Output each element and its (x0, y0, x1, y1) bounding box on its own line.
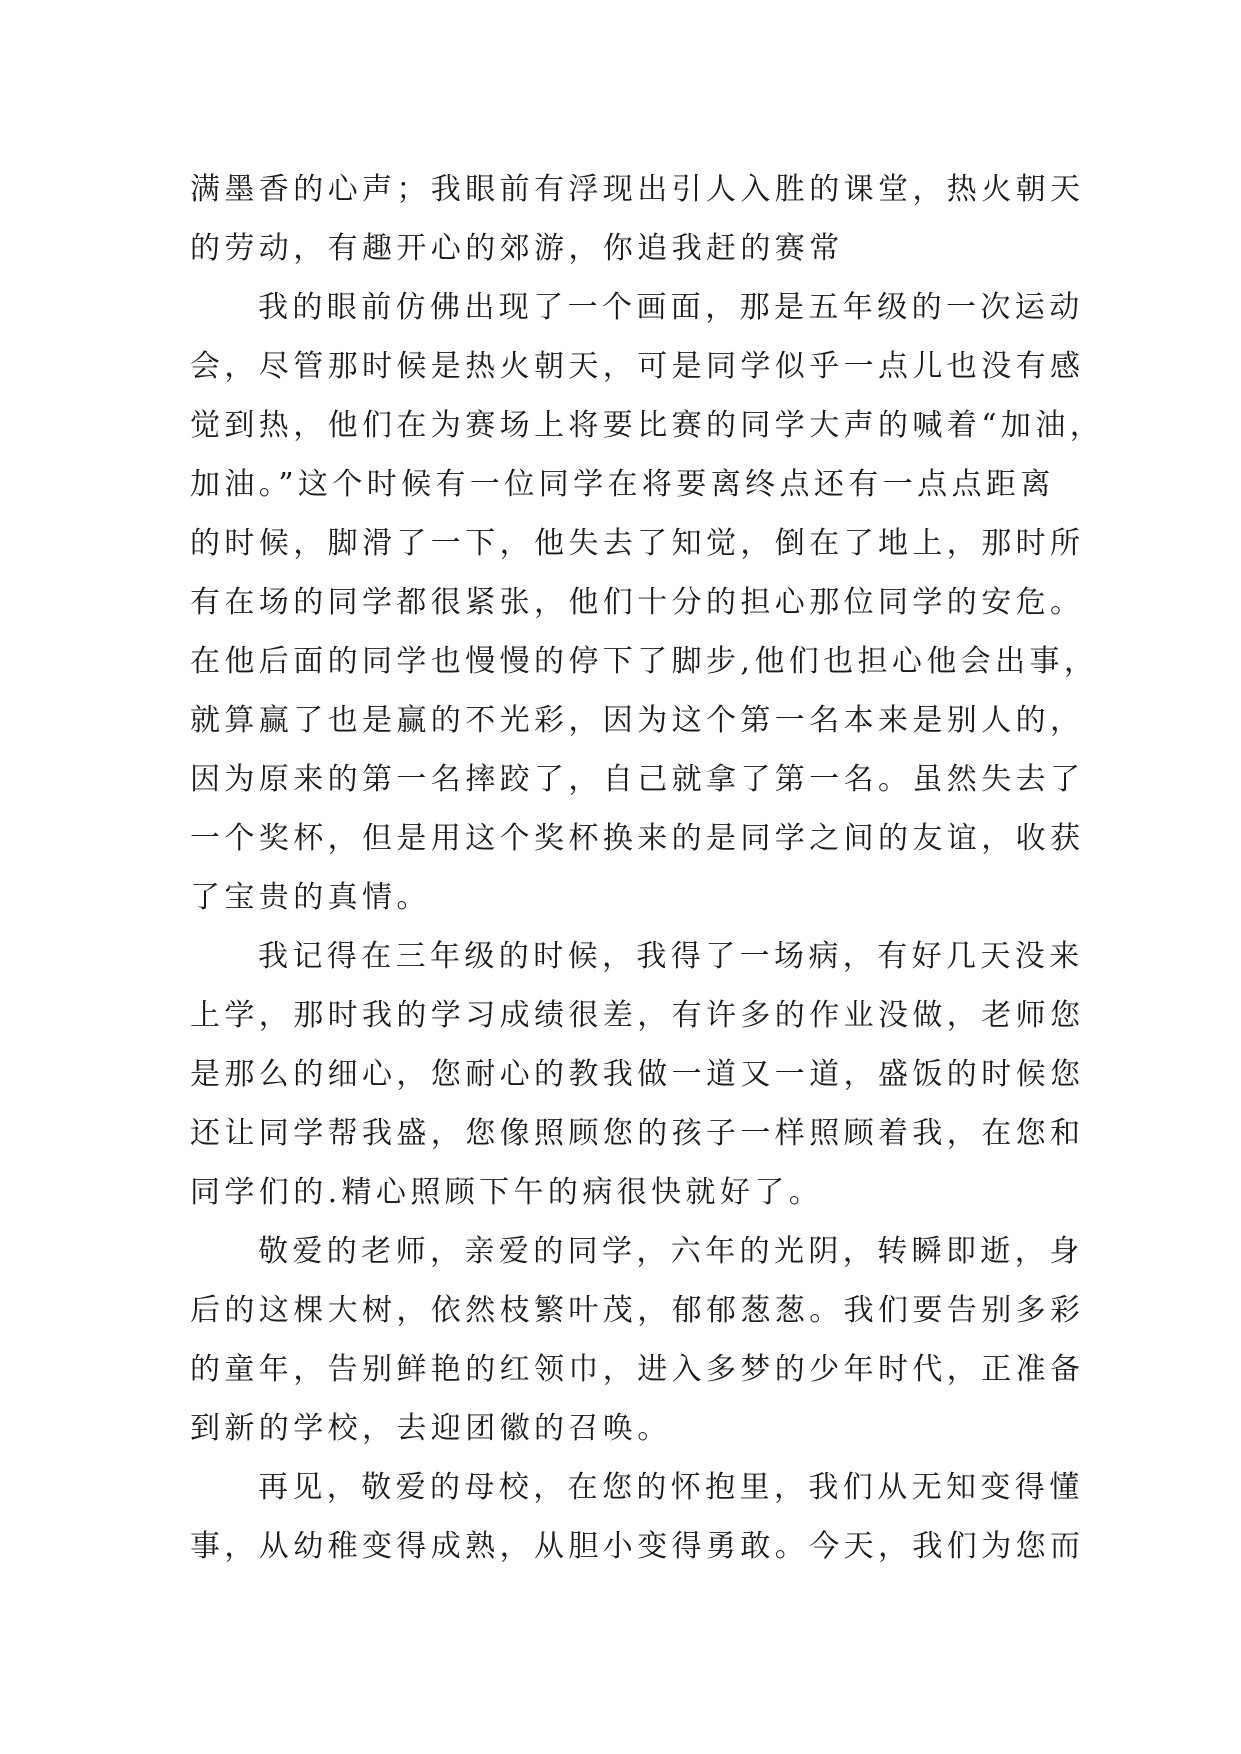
document-body (190, 160, 1105, 1576)
text-line: 后的这棵大树，依然枝繁叶茂，郁郁葱葱。我们要告别多彩 (190, 1293, 1085, 1328)
text-line: 我的眼前仿佛出现了一个画面，那是五年级的一次运动 (258, 290, 1084, 325)
text-line: 事，从幼稚变得成熟，从胆小变得勇敢。今天，我们为您而 (190, 1529, 1085, 1564)
text-line: 的童年，告别鲜艳的红领巾，进入多梦的少年时代，正准备 (190, 1352, 1085, 1387)
text-line: 上学，那时我的学习成绩很差，有许多的作业没做，老师您 (190, 998, 1085, 1033)
text-line: 同学们的.精心照顾下午的病很快就好了。 (190, 1175, 824, 1210)
text-line: 会，尽管那时候是热火朝天，可是同学似乎一点儿也没有感 (190, 349, 1085, 384)
text-line: 加油。”这个时候有一位同学在将要离终点还有一点点距离 (190, 467, 1055, 502)
text-line: 在他后面的同学也慢慢的停下了脚步,他们也担心他会出事， (190, 644, 1099, 679)
text-line: 了宝贵的真情。 (190, 880, 431, 915)
text-line: 因为原来的第一名摔跤了，自己就拿了第一名。虽然失去了 (190, 762, 1085, 797)
text-line: 的时候，脚滑了一下，他失去了知觉，倒在了地上，那时所 (190, 526, 1085, 561)
text-line: 到新的学校，去迎团徽的召唤。 (190, 1411, 672, 1446)
text-line: 还让同学帮我盛，您像照顾您的孩子一样照顾着我，在您和 (190, 1116, 1085, 1151)
text-line: 觉到热，他们在为赛场上将要比赛的同学大声的喊着“加油， (190, 408, 1105, 443)
text-line: 再见，敬爱的母校，在您的怀抱里，我们从无知变得懂 (258, 1470, 1084, 1505)
text-line: 是那么的细心，您耐心的教我做一道又一道，盛饭的时候您 (190, 1057, 1085, 1092)
text-line: 我记得在三年级的时候，我得了一场病，有好几天没来 (258, 939, 1084, 974)
text-line: 一个奖杯，但是用这个奖杯换来的是同学之间的友谊，收获 (190, 821, 1085, 856)
text-line: 有在场的同学都很紧张，他们十分的担心那位同学的安危。 (190, 585, 1085, 620)
text-line: 的劳动，有趣开心的郊游，你追我赶的赛常 (190, 231, 844, 266)
text-line: 满墨香的心声；我眼前有浮现出引人入胜的课堂，热火朝天 (190, 172, 1085, 207)
text-line: 敬爱的老师，亲爱的同学，六年的光阴，转瞬即逝，身 (258, 1234, 1084, 1269)
text-line: 就算赢了也是赢的不光彩，因为这个第一名本来是别人的， (190, 703, 1085, 738)
